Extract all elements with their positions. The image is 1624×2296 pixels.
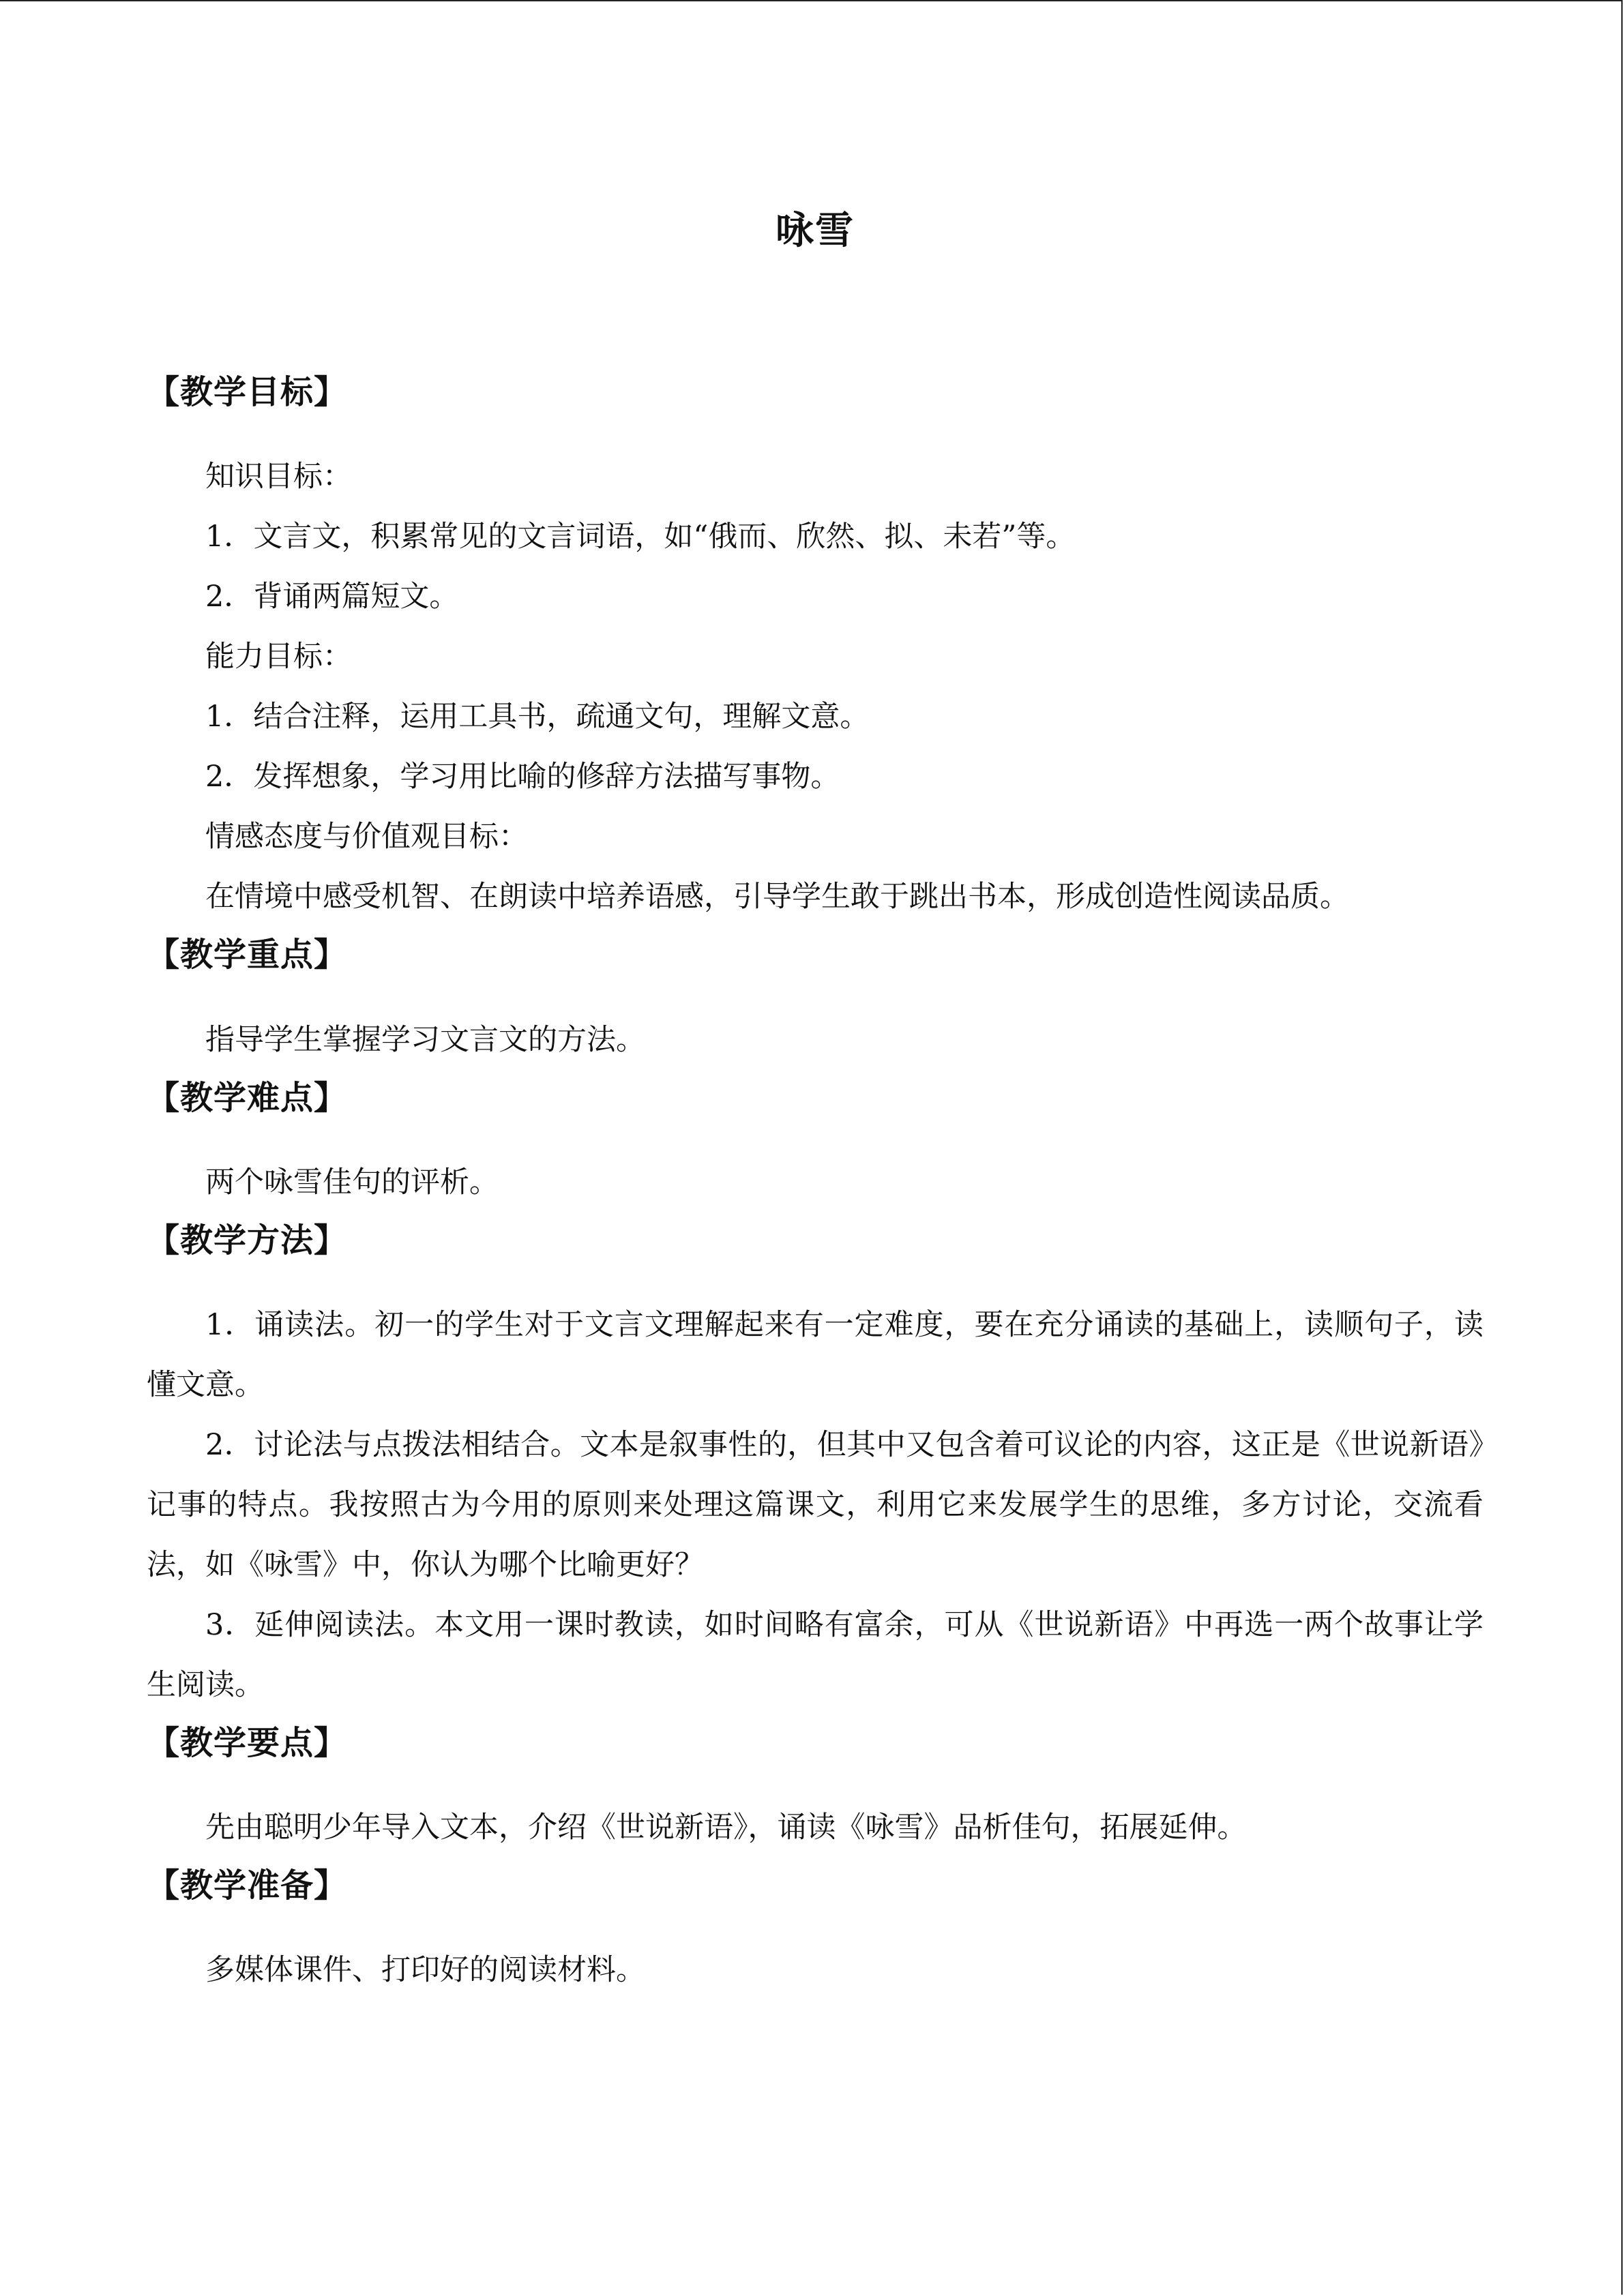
key-points-text: 指导学生掌握学习文言文的方法。 bbox=[205, 1022, 645, 1057]
ability-goal-item: 1．结合注释，运用工具书，疏通文句，理解文意。 bbox=[205, 700, 870, 734]
section-teaching-goals bbox=[147, 370, 1483, 927]
method-item: 3．延伸阅读法。本文用一课时教读，如时间略有富余，可从《世说新语》中再选一两个故事让学生阅读。 bbox=[147, 1607, 1483, 1702]
section-heading-difficulties: 【教学难点】 bbox=[147, 1078, 348, 1117]
essentials-text: 先由聪明少年导入文本，介绍《世说新语》，诵读《咏雪》品析佳句，拓展延伸。 bbox=[205, 1810, 1247, 1845]
ability-goal-label: 能力目标： bbox=[205, 640, 352, 674]
knowledge-goal-item: 1．文言文，积累常见的文言词语，如“俄而、欣然、拟、未若”等。 bbox=[205, 520, 1076, 554]
knowledge-goal-item: 2．背诵两篇短文。 bbox=[205, 580, 459, 614]
section-key-points bbox=[147, 932, 1483, 1069]
document-body bbox=[147, 208, 1483, 2000]
section-heading-goals: 【教学目标】 bbox=[147, 373, 348, 412]
method-item: 2．讨论法与点拨法相结合。文本是叙事性的，但其中又包含着可议论的内容，这正是《世说新语》记事的特点。我按照古为今用的原则来处理这篇课文，利用它来发展学生的思维，多方讨论，交流看法，如《咏雪》中，你认为哪个比喻更好？ bbox=[147, 1427, 1483, 1582]
section-essentials bbox=[147, 1720, 1483, 1858]
preparation-text: 多媒体课件、打印好的阅读材料。 bbox=[205, 1953, 645, 1988]
section-heading-methods: 【教学方法】 bbox=[147, 1221, 348, 1259]
emotion-goal-label: 情感态度与价值观目标： bbox=[205, 820, 528, 854]
document-title: 咏雪 bbox=[776, 208, 855, 253]
section-methods bbox=[147, 1218, 1483, 1715]
section-heading-essentials: 【教学要点】 bbox=[147, 1723, 348, 1762]
difficulties-text: 两个咏雪佳句的评析。 bbox=[205, 1165, 499, 1199]
section-difficulties bbox=[147, 1075, 1483, 1212]
ability-goal-item: 2．发挥想象，学习用比喻的修辞方法描写事物。 bbox=[205, 760, 840, 794]
section-heading-preparation: 【教学准备】 bbox=[147, 1866, 348, 1905]
knowledge-goal-label: 知识目标： bbox=[205, 460, 352, 494]
section-preparation bbox=[147, 1863, 1483, 2000]
section-heading-key-points: 【教学重点】 bbox=[147, 936, 348, 974]
method-item: 1．诵读法。初一的学生对于文言文理解起来有一定难度，要在充分诵读的基础上，读顺句子，读懂文意。 bbox=[147, 1307, 1483, 1402]
emotion-goal-item: 在情境中感受机智、在朗读中培养语感，引导学生敢于跳出书本，形成创造性阅读品质。 bbox=[205, 880, 1349, 914]
